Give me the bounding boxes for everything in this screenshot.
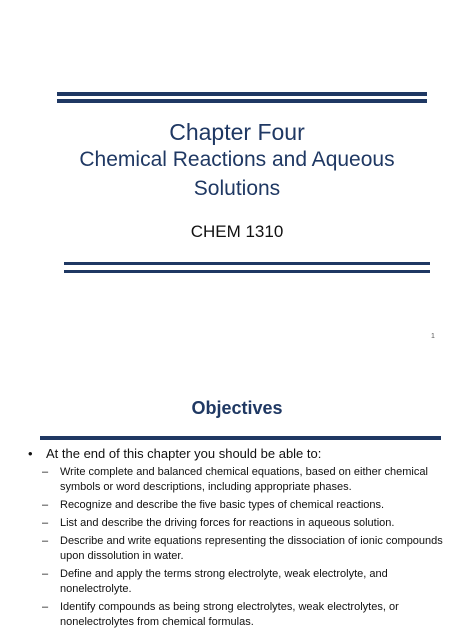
item-line: upon dissolution in water. — [60, 550, 184, 562]
item-line: List and describe the driving forces for reactions in aqueous solution. — [60, 517, 395, 529]
top-double-rule-upper — [57, 92, 427, 96]
list-item — [28, 446, 458, 630]
item-line: nonelectrolyte. — [60, 583, 132, 595]
course-code: CHEM 1310 — [190, 222, 284, 241]
item-line: Identify compounds as being strong electrolytes, weak electrolytes, or — [60, 601, 399, 613]
item-line: Write complete and balanced chemical equations, based on either chemical — [60, 466, 428, 478]
intro-text: At the end of this chapter you should be able to: — [46, 446, 322, 461]
dash-icon: – — [42, 499, 49, 511]
list-item — [28, 498, 458, 513]
objectives-rule — [40, 436, 441, 440]
chapter-subtitle-line2: Solutions — [193, 177, 281, 200]
bottom-double-rule-lower — [64, 270, 430, 273]
objectives-heading: Objectives — [191, 398, 283, 418]
item-line: Describe and write equations representing the dissociation of ionic compounds — [60, 535, 443, 547]
item-line: nonelectrolytes from chemical formulas. — [60, 616, 254, 628]
objectives-sublist — [28, 465, 458, 630]
list-item — [28, 567, 458, 597]
top-double-rule-lower — [57, 99, 427, 103]
chapter-subtitle-line1: Chemical Reactions and Aqueous — [79, 148, 395, 171]
list-item — [28, 516, 458, 531]
dash-icon: – — [42, 568, 49, 580]
dash-icon: – — [42, 517, 49, 529]
page-number: 1 — [431, 333, 435, 340]
list-item — [28, 600, 458, 630]
list-item — [28, 465, 458, 495]
bottom-double-rule-upper — [64, 262, 430, 265]
list-item — [28, 534, 458, 564]
chapter-title: Chapter Four — [169, 119, 305, 145]
dash-icon: – — [42, 601, 49, 613]
objectives-list — [28, 446, 458, 632]
bullet-icon: • — [28, 446, 33, 461]
item-line: symbols or word descriptions, including appropriate phases. — [60, 481, 352, 493]
item-line: Define and apply the terms strong electrolyte, weak electrolyte, and — [60, 568, 388, 580]
dash-icon: – — [42, 535, 49, 547]
item-line: Recognize and describe the five basic types of chemical reactions. — [60, 499, 385, 511]
dash-icon: – — [42, 466, 49, 478]
objectives-slide — [0, 362, 474, 632]
